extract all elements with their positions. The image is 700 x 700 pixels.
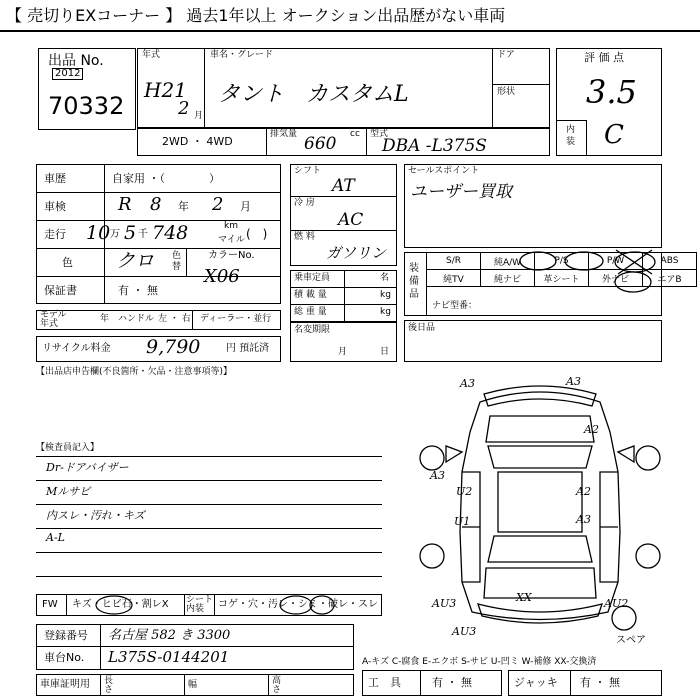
inspection-year-unit: 年 [178,200,189,213]
equip-pw: P/W [589,253,643,270]
condition-items: キズ・ヒビ石・割レX [72,599,169,610]
car-hood [486,416,594,442]
history-label: 車歴 [44,172,66,185]
inspector-line-1: Mルサビ [46,485,91,498]
condition-seat-items: コゲ・穴・汚レ・シミ・破レ・スレ [218,599,378,610]
shift-value: AT [332,176,355,196]
mark-a3-left: A3 [460,377,475,390]
inspector-line-2: 内スレ・汚れ・キズ [46,509,145,522]
mileage-man-unit: 万 [110,229,120,240]
car-windshield [488,446,592,468]
circle-shimi [310,596,334,614]
wheel-rr [636,544,660,568]
registration-label: 登録番号 [44,629,88,642]
door-label: ドア [497,50,515,60]
interior-label: 内装 [566,125,576,147]
handle-value: 左 ・ 右 [158,314,191,324]
mark-u1: U1 [454,515,471,528]
recycle-unit: 円 預託済 [226,343,270,354]
inspector-label: 【検査員記入】 [36,443,100,453]
capacity-label-1: 積 載 量 [294,290,327,300]
wheel-fr [636,446,660,470]
recycle-value: 9,790 [146,336,201,358]
car-rear-glass [488,536,592,562]
car-rear-deck [484,568,596,598]
mileage-label: 走行 [44,228,66,241]
mileage-man: 10 [86,222,111,244]
mark-a3-right-mid: A3 [576,513,591,526]
name-label: 車名・グレード [210,50,274,60]
legend: A-キズ C-腐食 E-エクボ S-サビ U-凹ミ W-補修 XX-交換済 [362,657,597,667]
seller-notes-label: 【出品店申告欄(不良箇所・欠品・注意事項等)】 [36,367,233,377]
history-value: 自家用 ・（ ） [112,172,220,185]
color-value: クロ [116,250,155,272]
color-repaint-label: 色替 [172,251,182,272]
circle-pw [565,252,603,270]
mileage-paren: ( ) [246,227,268,241]
capacity-label-0: 乗車定員 [294,273,331,283]
equipment-circles [404,248,664,320]
capacity-unit-0: 名 [380,273,390,283]
year-value: H21 [144,78,187,102]
title-change-label: 名変期限 [294,325,331,335]
banner-title: 【 売切りEXコーナー 】 過去1年以上 オークション出品歴がない車両 [6,6,506,25]
banner [0,0,700,32]
jack-label: ジャッキ [514,676,558,689]
mirror-left [446,446,462,462]
equip-tv: 純TV [427,270,481,287]
inspection-label: 車検 [44,200,66,213]
later-date-label: 後日品 [408,323,436,333]
condition-seat-label: シート内装 [186,595,214,614]
ac-value: AC [338,210,364,230]
interior-value: C [604,120,624,150]
ac-label: 冷 房 [294,198,315,208]
car-roof [498,472,582,532]
equip-ext-navi: 外ナビ [589,270,643,287]
year-label: 年式 [142,50,161,60]
sales-point-label: セールスポイント [408,166,480,176]
fuel-label: 燃 料 [294,232,315,242]
tools-label: 工 具 [368,676,401,689]
lot-label: 出品 No. [48,53,104,69]
mileage-rest: 748 [152,222,189,244]
handle-label: ハンドル [118,314,155,324]
cc-unit: cc [350,129,360,139]
registration-value: 名古屋 582 き 3300 [108,628,231,643]
condition-circles [36,592,386,618]
model-label: 型式 [370,129,389,139]
circle-yogore [280,596,312,614]
mileage-sen-unit: 千 [138,229,148,240]
inspection-year: 8 [150,194,162,215]
width-label: 幅 [188,680,198,690]
mirror-right [618,446,634,462]
tools-value: 有 ・ 無 [432,676,472,689]
wheel-fl [420,446,444,470]
circle-hibi [96,596,132,614]
recycle-label: リサイクル料金 [42,343,111,354]
spare-label: スペア [616,635,646,646]
inspection-month-unit: 月 [240,200,251,213]
capacity-unit-2: kg [380,307,391,317]
mileage-km: km [224,221,238,231]
equip-aw: 純A/W [481,253,535,270]
sales-point-value: ユーザー買取 [410,182,512,202]
cross-abs [616,250,652,274]
model-year-label: モデル年式 [40,310,67,329]
mark-u2: U2 [456,485,473,498]
score-label: 評 価 点 [584,51,624,64]
equipment-label: 装備品 [409,263,419,300]
steering-year-unit: 年 [100,314,110,324]
circle-airbag [615,272,651,292]
color-label: 色 [62,256,73,269]
warranty-label: 保証書 [44,284,77,297]
mark-xx: XX [516,591,532,604]
mark-a3-right: A3 [566,375,581,388]
equip-sr: S/R [427,253,481,270]
month-value: 2 [178,98,190,119]
mark-a2-right-mid: A2 [576,485,591,498]
later-date-box [404,320,662,362]
equip-navi: 純ナビ [481,270,535,287]
name-value: タント カスタムL [218,82,409,107]
navi-model-label: ナビ型番： [432,301,478,311]
condition-fw: FW [42,599,58,610]
dealer-label: ディーラー・並行 [200,314,272,324]
jack-value: 有 ・ 無 [580,676,620,689]
length-label: 長さ [104,676,114,695]
title-change-day: 日 [380,347,390,357]
equip-ps: P/S [535,253,589,270]
chassis-label: 車台No. [44,651,85,664]
lot-number: 70332 [48,92,125,120]
equip-abs: ABS [643,253,697,270]
equip-airbag: エアB [643,270,697,287]
cc-label: 排気量 [270,129,298,139]
mileage-sen: 5 [124,222,137,244]
month-unit: 月 [194,111,204,121]
wheel-rl [420,544,444,568]
equip-leather: 革シート [535,270,589,287]
lot-year-code: 2012 [52,68,83,80]
drive-label: 2WD ・ 4WD [162,135,233,148]
title-change-month: 月 [338,347,348,357]
mark-au2-br: AU2 [604,597,629,610]
circle-ps [520,252,556,270]
mark-a2-right-top: A2 [584,423,599,436]
inspector-line-0: Dr-ドアバイザー [46,461,129,474]
car-right-doors [600,472,618,582]
score-value: 3.5 [586,73,637,111]
inspection-era: R [118,194,132,215]
inspector-line-3: A-L [46,531,65,544]
warranty-value: 有 ・ 無 [118,284,158,297]
color-code-label: カラーNo. [208,250,255,261]
mark-au3-bl: AU3 [432,597,457,610]
height-label: 高さ [272,676,282,695]
capacity-unit-1: kg [380,290,391,300]
chassis-value: L375S-0144201 [108,648,230,666]
cert-label: 車庫証明用 [40,679,90,690]
mark-a3-left-mid: A3 [430,469,445,482]
shift-label: シフト [294,166,322,176]
sales-point-box [404,164,662,248]
mileage-mile: マイル [218,235,245,245]
mark-au3-bottom: AU3 [452,625,477,638]
model-value: DBA -L375S [382,136,487,156]
fuel-value: ガソリン [326,244,387,262]
capacity-label-2: 総 重 量 [294,307,327,317]
cc-value: 660 [304,134,337,154]
color-code-value: X06 [204,266,240,287]
inspection-month: 2 [212,194,224,215]
shape-label: 形状 [497,87,516,97]
